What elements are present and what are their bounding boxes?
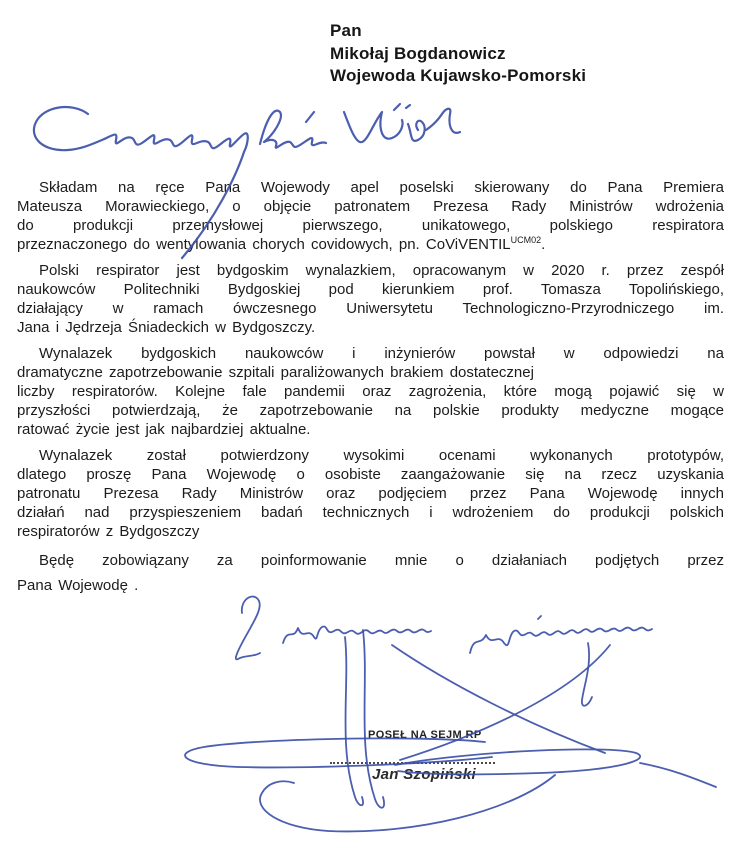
recipient-title: Wojewoda Kujawsko-Pomorski [330,66,587,85]
body-line: dlatego proszę Pana Wojewodę o osobiste zaangażowanie się na rzecz uzyskania [17,466,724,483]
ink-stroke [344,109,460,142]
ink-stroke [260,775,555,831]
respirator-name-text: przeznaczonego do wentylowania chorych covidowych, pn. CoViVENTIL [17,236,511,253]
ink-stroke [260,111,326,148]
ink-stroke [470,628,652,653]
ink-stroke [400,645,610,760]
signatory-title: POSEŁ NA SEJM RP [368,729,482,741]
body-line: do produkcji przemysłowej pierwszego, unikatowego, polskiego respiratora [17,217,724,234]
ink-stroke [306,112,314,122]
paragraph-2 [17,261,724,337]
signatory-name: Jan Szopiński [372,766,476,783]
body-line: liczby respiratorów. Kolejne fale pandemii oraz zagrożenia, które mogą pojawić się w [17,383,724,400]
sentence-period: . [541,236,546,253]
body-line: przyszłości potwierdzają, że zapotrzebowanie na polskie produkty medyczne mogące [17,402,724,419]
body-line: Będę zobowiązany za poinformowanie mnie o działaniach podjętych przez [39,552,724,569]
ink-stroke [236,597,260,660]
body-line: naukowców Politechniki Bydgoskiej pod kierunkiem prof. Tomasza Topolińskiego, [17,281,724,298]
signature-dotted-line [330,752,495,764]
letter-body [17,178,724,605]
paragraph-3 [17,344,724,439]
handwritten-closing-and-signature [140,585,725,855]
respirator-model-superscript: UCM02 [510,235,542,245]
ink-stroke [283,627,431,643]
ink-stroke [538,616,541,619]
ink-stroke [345,637,363,805]
body-line: ratować życie jest jak najbardziej aktualne. [17,421,311,438]
paragraph-1 [17,178,724,254]
recipient-salutation: Pan [330,21,362,40]
body-line [17,235,724,254]
ink-stroke [640,763,716,787]
body-line: Wynalazek został potwierdzony wysokimi ocenami wykonanych prototypów, [39,447,724,464]
paragraph-5 [17,548,724,598]
recipient-name: Mikołaj Bogdanowicz [330,43,506,63]
ink-stroke [582,643,592,706]
body-line: działań nad przyspieszeniem badań technicznych i wdrożeniem do produkcji polskich [17,504,724,521]
paragraph-4 [17,446,724,541]
body-line: Mateusza Morawieckiego, o objęcie patronatem Prezesa Rady Ministrów wdrożenia [17,198,724,215]
body-line: Pana Wojewodę . [17,577,139,594]
recipient-block [330,20,586,88]
body-line: Wynalazek bydgoskich naukowców i inżynierów powstał w odpowiedzi na [39,345,724,362]
body-line: Polski respirator jest bydgoskim wynalazkiem, opracowanym w 2020 r. przez zespół [39,262,724,279]
body-line: działający w ramach ówczesnego Uniwersytetu Technologiczno-Przyrodniczego im. [17,300,724,317]
body-line: patronatu Prezesa Rady Ministrów oraz podjęciem przez Pana Wojewodę innych [17,485,724,502]
body-line: Jana i Jędrzeja Śniadeckich w Bydgoszczy. [17,319,316,336]
ink-stroke [394,104,410,110]
body-line: Składam na ręce Pana Wojewody apel poselski skierowany do Pana Premiera [39,179,724,196]
body-line: dramatyczne zapotrzebowanie szpitali paraliżowanych brakiem dostatecznej [17,364,534,381]
body-line: respiratorów z Bydgoszczy [17,523,200,540]
